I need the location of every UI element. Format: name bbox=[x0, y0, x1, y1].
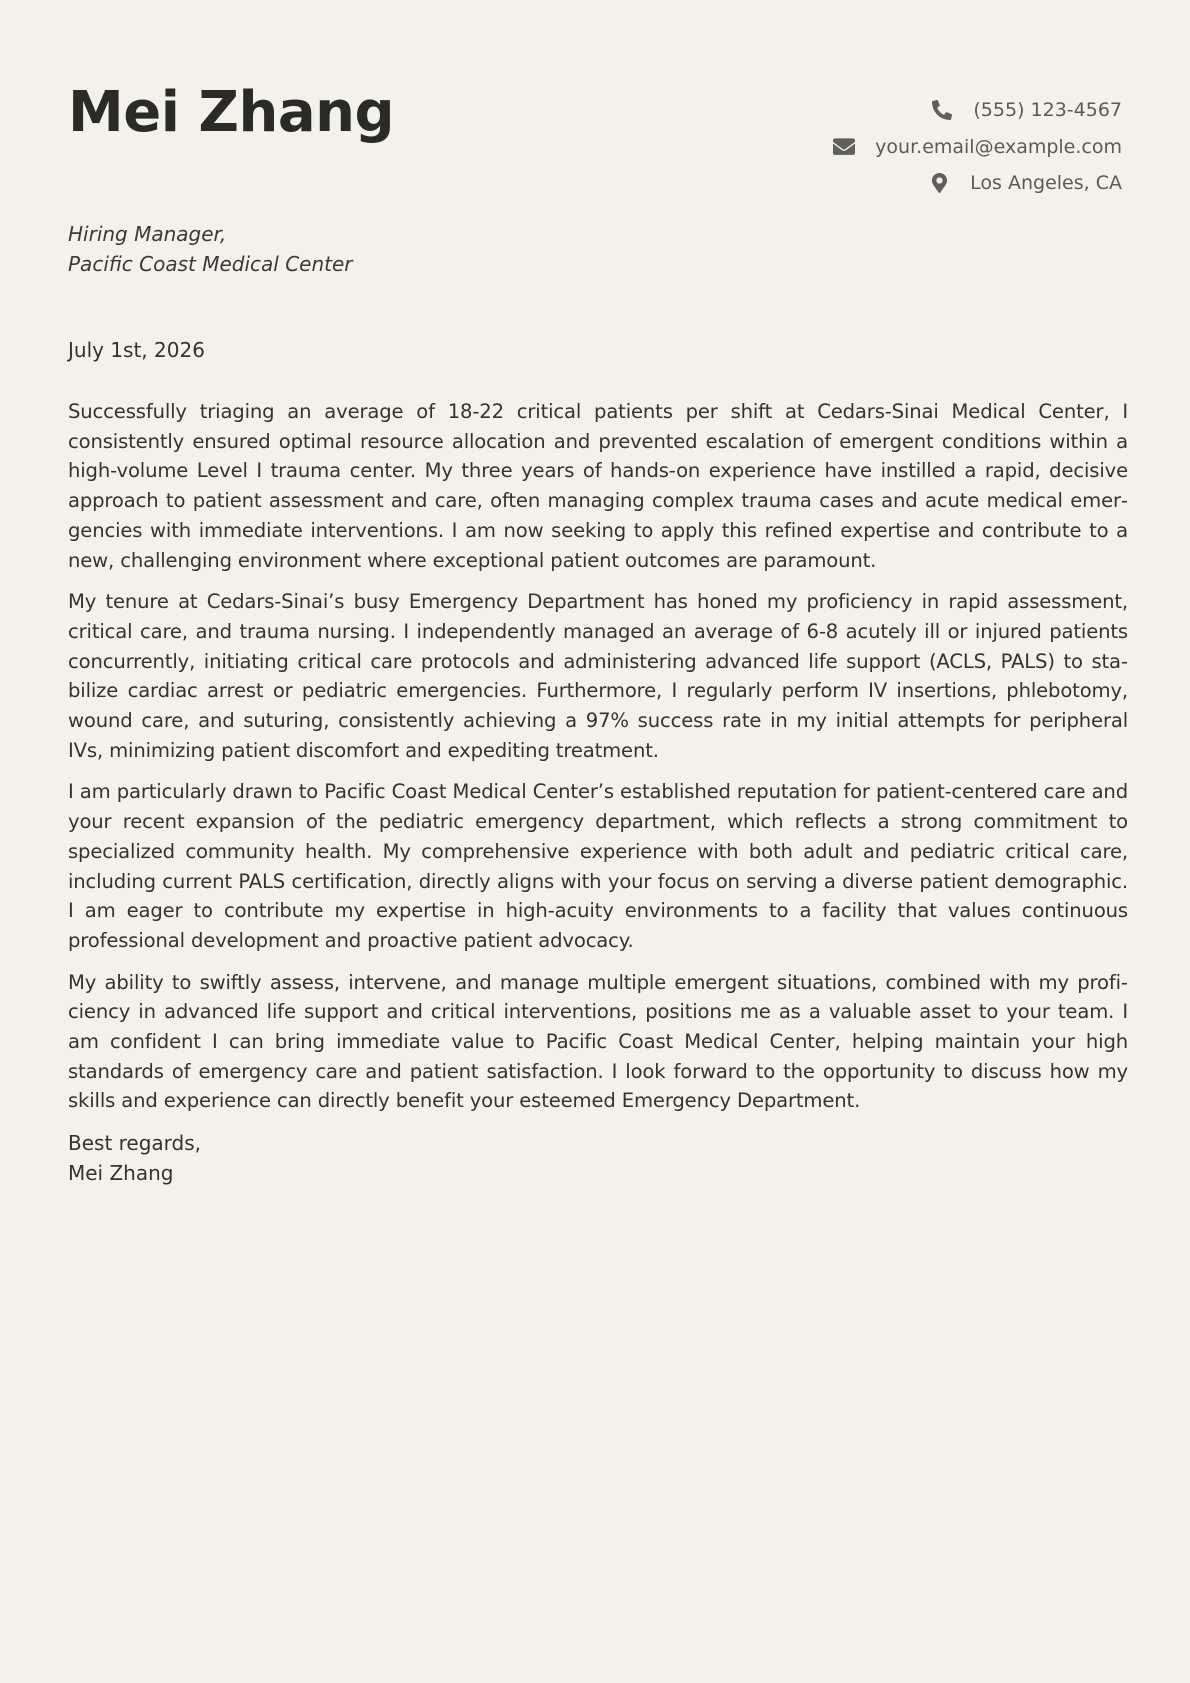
phone-number: (555) 123-4567 bbox=[973, 99, 1122, 122]
body-paragraph-2: My tenure at Cedars-Sinai’s busy Emergency Department has honed my proficiency in rapid assessment, critical care, and trauma nursing. I independently managed an average of 6-8 acutely ill or injured patients concurrently, initiating critical care protocols and administering advanced life support (ACLS, PALS) to stabilize cardiac arrest or pediatric emergencies. Furthermore, I regularly perform IV insertions, phlebotomy, wound care, and suturing, consistently achieving a 97% success rate in my initial attempts for peripheral IVs, minimizing patient discomfort and expediting treatment. bbox=[68, 590, 1128, 762]
contact-phone bbox=[833, 92, 1122, 129]
recipient-block bbox=[68, 219, 353, 279]
closing-salutation: Best regards, bbox=[68, 1131, 202, 1156]
body-paragraph-4: My ability to swiftly assess, intervene, and manage multiple emergent situations, combined with my proficiency in advanced life support and critical interventions, positions me as a valuable asset to your team. I am confident I can bring immediate value to Pacific Coast Medical Center, helping maintain your high standards of emergency care and patient satisfaction. I look forward to the opportunity to discuss how my skills and experience can directly benefit your esteemed Emergency Department. bbox=[68, 970, 1128, 1113]
map-pin-icon bbox=[928, 172, 950, 194]
recipient-organization: Pacific Coast Medical Center bbox=[68, 252, 353, 276]
email-address: your.email@example.com bbox=[875, 135, 1122, 158]
letter-date: July 1st, 2026 bbox=[68, 338, 205, 362]
envelope-icon bbox=[833, 136, 855, 158]
body-paragraph-3: I am particularly drawn to Pacific Coast Medical Center’s established reputation for patient-centered care and your recent expansion of the pediatric emergency department, which reflects a strong commitment to specialized community health. My comprehensive experience with both adult and pediatric critical care, including current PALS certification, directly aligns with your focus on serving a diverse patient demographic. I am eager to contribute my expertise in high-acuity environments to a facility that values continuous professional development and proactive patient advocacy. bbox=[68, 780, 1128, 952]
letter-body bbox=[68, 397, 1128, 1188]
contact-location bbox=[833, 165, 1122, 202]
body-paragraph-1: Successfully triaging an average of 18-22 critical patients per shift at Cedars-Sinai Medical Center, I consistently ensured optimal resource allocation and prevented escalation of emergent conditions within a high-volume Level I trauma center. My three years of hands-on experience have instilled a rapid, decisive approach to patient assessment and care, often managing complex trauma cases and acute medical emergencies with immediate interventions. I am now seeking to apply this refined expertise and contribute to a new, challenging environment where exceptional patient outcomes are paramount. bbox=[68, 400, 1128, 572]
letter-closing bbox=[68, 1128, 1128, 1188]
contact-info bbox=[833, 92, 1122, 202]
applicant-name: Mei Zhang bbox=[68, 80, 395, 145]
recipient-title: Hiring Manager, bbox=[68, 222, 227, 246]
location-text: Los Angeles, CA bbox=[970, 172, 1122, 195]
cover-letter-page bbox=[68, 0, 1128, 1683]
phone-icon bbox=[931, 99, 953, 121]
letter-header bbox=[68, 78, 1122, 198]
closing-signature: Mei Zhang bbox=[68, 1161, 174, 1186]
contact-email bbox=[833, 129, 1122, 166]
